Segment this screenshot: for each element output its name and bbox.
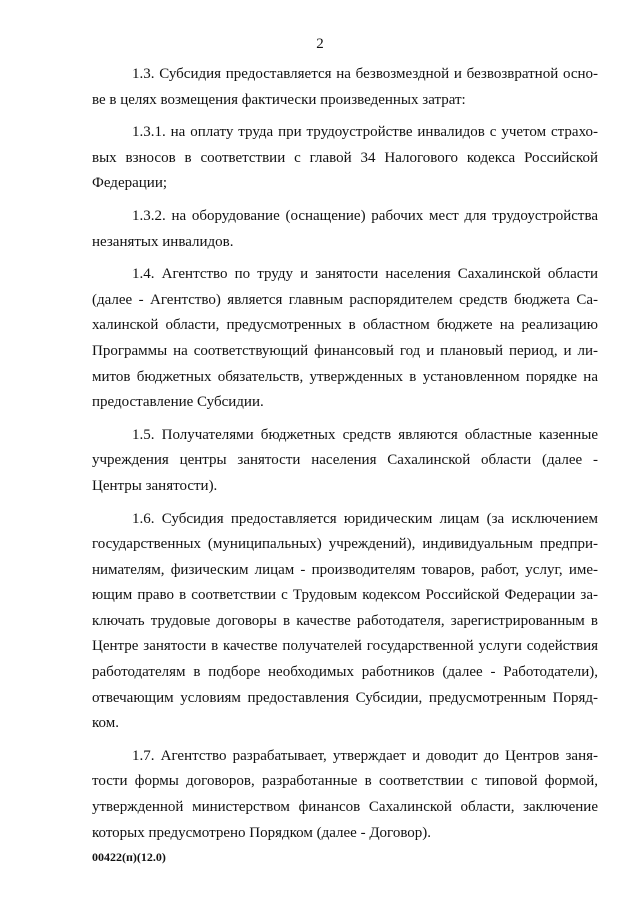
document-footer-code: 00422(п)(12.0) bbox=[92, 850, 166, 864]
paragraph-1-6: 1.6. Субсидия предоставляется юридическим лицам (за исключением государственных (муниципальных) учреждений), индивидуальным предпринимателям, физическим лицам - производителям товаров, работ, услуг, имеющим право в соответствии с Трудовым кодексом Российской Федерации заключать трудовые договоры в качестве работодателя, зарегистрированным в Центре занятости в качестве получателей государственной услуги содействия работодателям в подборе необходимых работников (далее - Работодатели), отвечающим условиям предоставления Субсидии, предусмотренным Порядком. bbox=[92, 510, 598, 732]
paragraph-1-5: 1.5. Получателями бюджетных средств являются областные казенные учреждения центры занятости населения Сахалинской области (далее - Центры занятости). bbox=[92, 426, 598, 494]
paragraph-1-7: 1.7. Агентство разрабатывает, утверждает и доводит до Центров занятости формы договоров, разработанные в соответствии с типовой формой, утвержденной министерством финансов Сахалинской области, заключение которых предусмотрено Порядком (далее - Договор). bbox=[92, 747, 598, 841]
paragraph-1-4: 1.4. Агентство по труду и занятости населения Сахалинской области (далее - Агентство) является главным распорядителем средств бюджета Сахалинской области, предусмотренных в областном бюджете на реализацию Программы на соответствующий финансовый год и плановый период, и лимитов бюджетных обязательств, утвержденных в установленном порядке на предоставление Субсидии. bbox=[92, 266, 598, 411]
paragraph-1-3: 1.3. Субсидия предоставляется на безвозмездной и безвозвратной основе в целях возмещения фактически произведенных затрат: bbox=[92, 66, 598, 108]
page-number: 2 bbox=[316, 36, 324, 52]
paragraph-1-3-1: 1.3.1. на оплату труда при трудоустройстве инвалидов с учетом страховых взносов в соответствии с главой 34 Налогового кодекса Российской Федерации; bbox=[92, 124, 598, 192]
document-body bbox=[92, 62, 598, 853]
paragraph-1-3-2: 1.3.2. на оборудование (оснащение) рабочих мест для трудоустройства незанятых инвалидов. bbox=[92, 207, 598, 250]
